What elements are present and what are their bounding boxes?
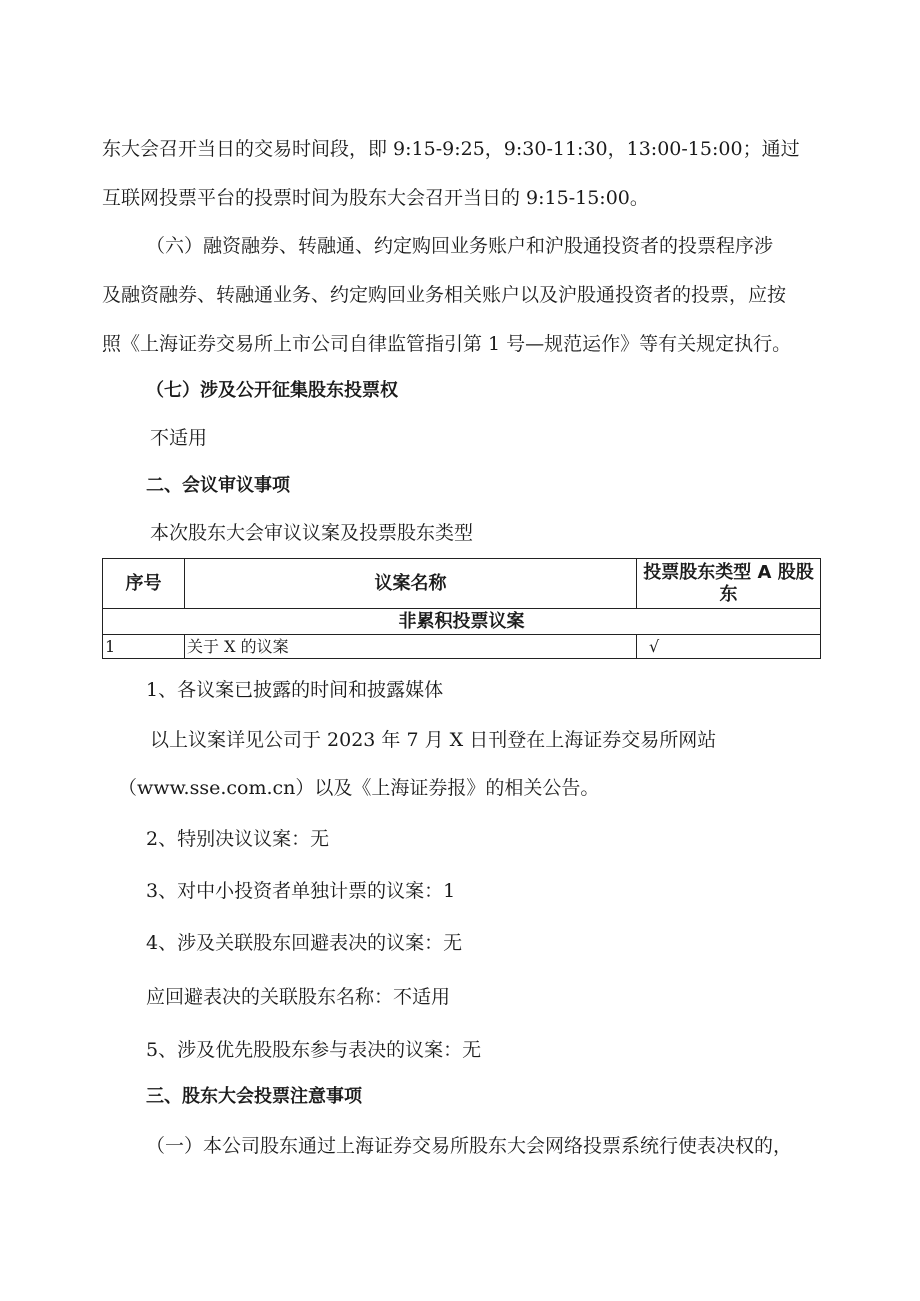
paragraph-line: 互联网投票平台的投票时间为股东大会召开当日的 9:15-15:00。	[102, 187, 649, 209]
cell-name: 关于 X 的议案	[185, 635, 637, 659]
header-no: 序号	[103, 559, 185, 609]
section-heading: 三、股东大会投票注意事项	[146, 1086, 362, 1107]
paragraph-line: （六）融资融券、转融通、约定购回业务账户和沪股通投资者的投票程序涉	[146, 235, 774, 257]
cell-check: √	[637, 635, 821, 659]
paragraph-line: 3、对中小投资者单独计票的议案：1	[146, 880, 456, 902]
paragraph-line: （www.sse.com.cn）以及《上海证券报》的相关公告。	[118, 777, 600, 799]
header-name: 议案名称	[185, 559, 637, 609]
table-row	[103, 635, 821, 659]
cell-no: 1	[103, 635, 185, 659]
paragraph-line: 4、涉及关联股东回避表决的议案：无	[146, 932, 463, 954]
table-caption: 本次股东大会审议议案及投票股东类型	[150, 522, 474, 544]
paragraph-line: 东大会召开当日的交易时间段，即 9:15-9:25，9:30-11:30，13:00-15:00；通过	[102, 138, 800, 160]
paragraph-line: 照《上海证券交易所上市公司自律监管指引第 1 号—规范运作》等有关规定执行。	[102, 333, 792, 355]
paragraph-line: 及融资融券、转融通业务、约定购回业务相关账户以及沪股通投资者的投票，应按	[102, 284, 787, 306]
paragraph-line: 应回避表决的关联股东名称：不适用	[146, 986, 451, 1008]
table-group-row	[103, 609, 821, 635]
paragraph-line: 5、涉及优先股股东参与表决的议案：无	[146, 1039, 482, 1061]
paragraph-line: 以上议案详见公司于 2023 年 7 月 X 日刊登在上海证券交易所网站	[150, 729, 717, 751]
paragraph-line: 2、特别决议议案：无	[146, 828, 330, 850]
motions-table	[102, 558, 821, 659]
header-type-line: 投票股东类型 A 股股	[643, 561, 814, 583]
group-label: 非累积投票议案	[103, 609, 821, 635]
paragraph-line: 1、各议案已披露的时间和披露媒体	[146, 679, 444, 701]
paragraph-line: （一）本公司股东通过上海证券交易所股东大会网络投票系统行使表决权的，	[146, 1135, 793, 1157]
section-heading: （七）涉及公开征集股东投票权	[146, 380, 398, 401]
paragraph-line: 不适用	[150, 427, 208, 449]
table-header-row	[103, 559, 821, 609]
header-type	[637, 559, 821, 609]
header-type-line: 东	[719, 583, 738, 605]
section-heading: 二、会议审议事项	[146, 475, 290, 496]
